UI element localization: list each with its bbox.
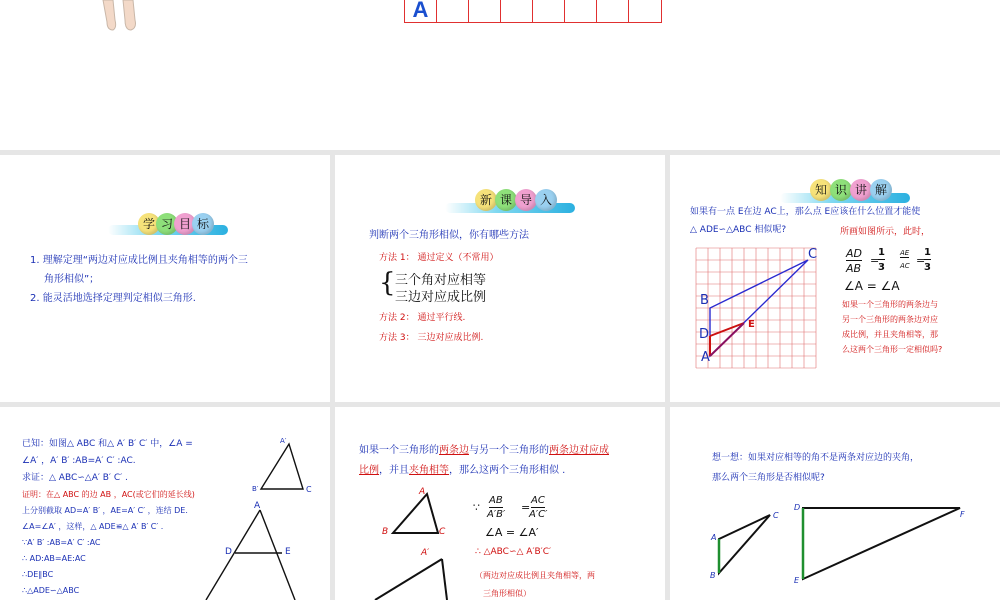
grid-cell <box>469 0 501 22</box>
segment-ae <box>710 323 744 356</box>
proof-line-3: ∠A=∠A′ ，这样，△ ADE≌△ A′ B′ C′ . <box>22 522 164 531</box>
point-d-label: D <box>225 547 232 557</box>
point-c1-label: C <box>306 485 312 494</box>
point-c-label: C <box>773 511 779 520</box>
goal-item-2: 2. 能灵活地选择定理判定相似三角形. <box>30 293 196 304</box>
prove-line: 求证：△ ABC∽△A′ B′ C′ . <box>22 473 128 483</box>
equals-sign: = <box>521 501 531 514</box>
fraction-ac: AC <box>531 495 545 506</box>
badge-char: 讲 <box>850 179 872 201</box>
conclusion-line-3: 成比例，并且夹角相等，那 <box>842 330 938 339</box>
drawing-note: 所画如图所示，此时， <box>840 227 931 237</box>
fraction-den: 3 <box>924 262 931 273</box>
method-2: 方法 2： 通过平行线. <box>379 313 466 323</box>
method-3: 方法 3： 三边对应成比例. <box>379 333 484 343</box>
therefore-line: ∴ △ABC∽△ A′B′C′ <box>475 547 552 557</box>
triangle-def <box>803 508 960 579</box>
think-line-2: 那么两个三角形是否相似呢? <box>712 473 825 483</box>
fraction-num: 1 <box>924 247 931 258</box>
point-a1-label: A′ <box>421 548 430 558</box>
method-1: 方法 1： 通过定义（不常用） <box>379 253 499 263</box>
because-symbol: ∵ <box>473 501 480 514</box>
point-b-label: B <box>382 527 389 537</box>
equals-sign: = <box>870 254 880 267</box>
highlight-proportional: 比例 <box>359 465 379 476</box>
fraction-a1b1: A′B′ <box>487 509 506 520</box>
slide-thumbnail-1[interactable] <box>0 155 330 402</box>
conclusion-line-2: 另一个三角形的两条边对应 <box>842 315 938 324</box>
equals-sign: = <box>916 254 926 267</box>
triangle-figures <box>0 407 330 600</box>
proof-line-1: 证明：在△ ABC 的边 AB ，AC(或它们的延长线) <box>22 490 195 499</box>
badge-char: 新 <box>475 189 497 211</box>
fraction-num: 1 <box>878 247 885 258</box>
fraction-ab: AB <box>846 262 862 275</box>
angle-equation: ∠A = ∠A′ <box>485 526 539 539</box>
grid-letter-cell: A <box>405 0 437 22</box>
theorem-line-1: 如果一个三角形的两条边与另一个三角形的两条边对应成 <box>359 445 609 456</box>
fraction-ae: AE <box>900 249 910 257</box>
slide-thumbnail-4[interactable] <box>0 407 330 600</box>
question-text: 判断两个三角形相似，你有哪些方法 <box>369 230 529 241</box>
slide-thumbnail-3[interactable] <box>670 155 1000 402</box>
fraction-den: 3 <box>878 262 885 273</box>
highlight-two-sides: 两条边 <box>439 445 469 456</box>
triangle-figures <box>670 407 1000 600</box>
cartoon-figure-icon <box>95 0 145 35</box>
fraction-a1c1: A′C′ <box>529 509 548 520</box>
brace-line-1: 三个角对应相等 <box>395 273 487 288</box>
triangle-abc <box>719 515 770 573</box>
slide-thumbnail-6[interactable] <box>670 407 1000 600</box>
grid-cell <box>501 0 533 22</box>
goal-item-1: 1. 理解定理“两边对应成比例且夹角相等的两个三 <box>30 255 248 266</box>
slide-thumbnail-5[interactable] <box>335 407 665 600</box>
given-line-1: 已知：如图△ ABC 和△ A′ B′ C′ 中，∠A = <box>22 439 193 449</box>
fraction-ac: AC <box>900 262 910 270</box>
segment-de <box>710 323 744 336</box>
point-f-label: F <box>960 510 965 519</box>
grid-cell <box>597 0 629 22</box>
badge-char: 学 <box>138 213 160 235</box>
point-e-label: E <box>285 547 291 557</box>
step-4: ∴△ADE∽△ABC <box>22 586 80 595</box>
brace-icon: { <box>379 268 396 298</box>
point-a-label: A <box>419 487 426 497</box>
triangle-a1b1c1 <box>375 559 442 600</box>
badge-char: 目 <box>174 213 196 235</box>
badge-char: 入 <box>535 189 557 211</box>
slide-thumbnail-2[interactable] <box>335 155 665 402</box>
fraction-ad: AD <box>846 247 862 260</box>
point-d-label: D <box>699 327 710 342</box>
conclusion-line-1: 如果一个三角形的两条边与 <box>842 300 938 309</box>
step-3: ∴DE∥BC <box>22 570 54 579</box>
step-2: ∴ AD:AB=AE:AC <box>22 554 86 563</box>
point-b1-label: B′ <box>252 485 259 493</box>
point-e-label: E <box>794 576 800 585</box>
badge-char: 导 <box>515 189 537 211</box>
badge-char: 课 <box>495 189 517 211</box>
highlight-included-angle: 夹角相等 <box>409 465 449 476</box>
top-banner <box>0 0 1000 150</box>
point-a-label: A <box>711 533 717 542</box>
grid-cell <box>533 0 565 22</box>
question-line-1: 如果有一点 E在边 AC上，那么点 E应该在什么位置才能使 <box>690 207 921 217</box>
grid-cell <box>629 0 660 22</box>
point-a1-label: A′ <box>280 437 287 445</box>
note-line-1: （两边对应成比例且夹角相等，两 <box>475 571 595 580</box>
note-line-2: 三角形相似） <box>483 589 531 598</box>
triangle-a1b1c1 <box>261 444 303 489</box>
point-b-label: B <box>700 293 709 308</box>
theorem-line-2: 比例，并且夹角相等，那么这两个三角形相似 . <box>359 465 566 476</box>
point-d-label: D <box>794 503 801 512</box>
writing-grid <box>404 0 662 23</box>
brace-line-2: 三边对应成比例 <box>395 290 487 305</box>
question-line-2: △ ADE∽△ABC 相似呢? <box>690 225 787 235</box>
step-1: ∵A′ B′ :AB=A′ C′ :AC <box>22 538 101 547</box>
think-line-1: 想一想：如果对应相等的角不是两条对应边的夹角， <box>712 453 920 463</box>
conclusion-line-4: 么这两个三角形一定相似吗? <box>842 345 943 354</box>
point-b-label: B <box>710 571 716 580</box>
point-c-label: C <box>808 247 818 262</box>
point-a-label: A <box>254 501 261 511</box>
proof-line-2: 上分别截取 AD=A′ B′ ，AE=A′ C′ ，连结 DE. <box>22 506 188 515</box>
badge-char: 标 <box>192 213 214 235</box>
angle-equation: ∠A = ∠A <box>844 279 900 293</box>
grid-cell <box>565 0 597 22</box>
highlight-two-sides-proportional: 两条边对应成 <box>549 445 609 456</box>
grid-lines <box>696 248 816 368</box>
badge-char: 识 <box>830 179 852 201</box>
triangle-abc <box>206 510 260 600</box>
goal-item-1-cont: 角形相似”； <box>44 274 100 285</box>
point-c-label: C <box>439 527 446 537</box>
grid-figure <box>696 248 820 368</box>
triangle-abc <box>393 494 438 533</box>
badge-char: 习 <box>156 213 178 235</box>
point-a-label: A <box>701 350 710 365</box>
grid-cell <box>437 0 469 22</box>
fraction-ab: AB <box>489 495 503 506</box>
point-e-label: E <box>748 319 755 330</box>
badge-char: 知 <box>810 179 832 201</box>
badge-char: 解 <box>870 179 892 201</box>
given-line-2: ∠A′ ，A′ B′ :AB=A′ C′ :AC. <box>22 456 136 466</box>
